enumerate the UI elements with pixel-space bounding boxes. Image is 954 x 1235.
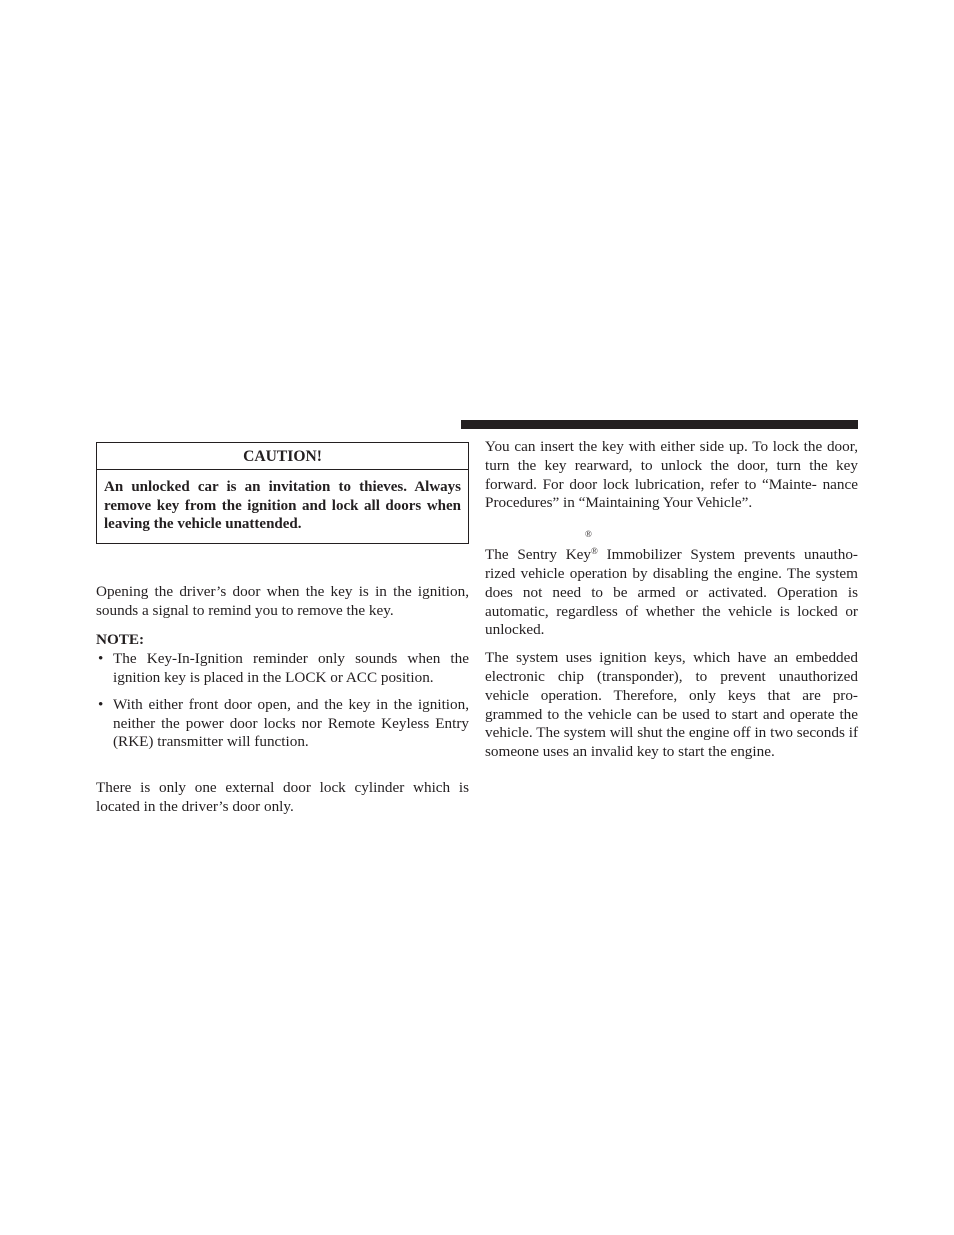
note-label: NOTE: xyxy=(96,631,145,649)
registered-mark: ® xyxy=(585,529,592,539)
left-column xyxy=(96,442,469,817)
caution-text: An unlocked car is an invitation to thieves. Always remove key from the ignition and lock all doors when leaving the vehicle unattended. xyxy=(104,479,461,533)
note-text: The Key-In-Ignition reminder only sounds when the ignition key is placed in the LOCK or ACC position. xyxy=(113,650,469,686)
bullet-icon: • xyxy=(98,650,104,668)
right-column xyxy=(485,438,858,762)
sentry-prefix: The Sentry Key xyxy=(485,546,592,564)
key-reminder-paragraph: Opening the driver’s door when the key is in the ignition, sounds a signal to remind you to remove the key. xyxy=(96,582,469,619)
list-item xyxy=(96,696,469,752)
bullet-icon: • xyxy=(98,695,104,713)
note-text: With either front door open, and the key in the ignition, neither the power door locks nor Remote Keyless Entry (RKE) transmitter will function. xyxy=(113,695,469,751)
caution-title: CAUTION! xyxy=(97,443,468,470)
section-header-bar xyxy=(461,420,858,429)
insert-key-paragraph: You can insert the key with either side up. To lock the door, turn the key rearward, to unlock the door, turn the key forward. For door lock lubrication, refer to “Mainte- nance Procedures” in “Maintaining Your Vehicle”. xyxy=(485,438,858,512)
list-item xyxy=(96,650,469,688)
sentry-registered-mark: ® xyxy=(591,546,598,557)
sentry-key-paragraph xyxy=(485,546,858,640)
ignition-keys-paragraph: The system uses ignition keys, which have an embedded electronic chip (transponder), to prevent unauthorized vehicle operation. Therefore, only keys that are pro- grammed to the vehicle can be used to start and operate the vehicle. The system will shut the engine off in two seconds if someone uses an invalid key to start the engine. xyxy=(485,649,858,761)
sentry-suffix: Immobilizer System prevents unautho- rized vehicle operation by disabling the engine. The system does not need to be armed or activated. Operation is automatic, regardless of whether the vehicle is locked or unlocked. xyxy=(485,546,858,639)
door-lock-cylinder-paragraph: There is only one external door lock cylinder which is located in the driver’s door only. xyxy=(96,779,469,815)
caution-box xyxy=(96,442,469,544)
note-list xyxy=(96,650,469,752)
